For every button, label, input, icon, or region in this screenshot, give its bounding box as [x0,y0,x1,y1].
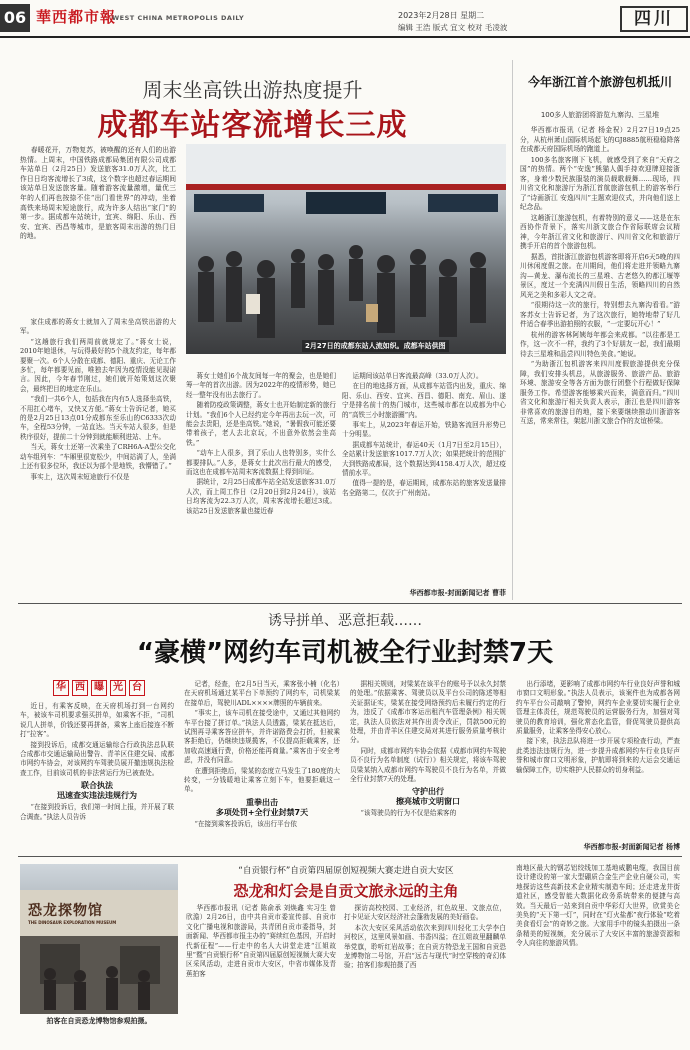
museum-sign-cn: 恐龙探物馆 [28,903,103,919]
story3-col2-tail: “在接到乘客投诉后，该出行平台依 [194,819,297,828]
column-tag-char: 台 [129,680,145,696]
story1-col2-p1: 蒋女士她们6个战友间每一年的聚会，也是她们筹一年的首次出游。因为2022年的疫情形势，她已经一整年没有出去旅行了。 [186,372,336,399]
story4-photo-dinosaur-museum [20,864,178,1014]
section-name: 四川 [620,6,688,32]
story4-column-2 [344,904,506,1034]
column-tag-char: 光 [110,680,126,696]
story2-p6: 杭州的游客林阿姨每年都会来成都。“以往都是工作，这一次不一样，我约了3个好朋友一起，我们最期待去三星堆和品尝四川特色美食。”她说。 [520,330,680,358]
story1-column-1 [20,318,176,596]
story1-column-2 [186,372,336,596]
story2-headline: 今年浙江首个旅游包机抵川 [527,75,672,89]
story2-p5: “很期待这一次的旅行，特别想去九寨沟看看。”游客苏女士告诉记者，为了这次旅行，她特地带了好几件适合春季出游拍照的衣服，“一定要玩开心！” [520,301,680,328]
story1-col2-p3: “动车上人很多，到了乐山人也特别多，实什么都要排队。”人多，是蒋女士此次出行最大的感受，而这也在成都车站周末客流数据上得到印证。 [186,449,336,477]
divider-vertical-top [512,60,513,600]
date-line: 2023年2月28日 星期二 [398,11,485,20]
story1-intro [20,146,176,306]
story1-col3-p4: 据成都车站统计，春运40天（1月7日至2月15日），全站累计发送旅客1017.7万人次；如果把统计的范围扩大到铁路成都局，这个数据达到4158.4万人次，超过疫情前水平。 [342,440,506,478]
column-tag-char: 曝 [91,680,107,696]
story3-column-4 [516,680,680,838]
story3-subhead-2: 重拳出击 多项处罚+全行业封禁7天 [215,797,309,817]
story4-col3-p1: 南地区最大的钢芯铝绞线加工基地威鹏电缆，我国目前设计建设的第一家大型硼质合金生产企业自硬公司，实地探访这些高新技术企业精实制造车间；还走进龙井街道社区，感受智能大数据化政务系统带来的便捷与高效。当天最后一站来到自贡中华彩灯大世界，欣赏美仑美奂的“天下第一灯”，同时在“灯火盐都”夜行体验“吃着美食看灯会”的奇妙之旅。大家用手中的镜头拍摄出一条条精美的短视频，充分展示了大安区丰富的旅游资源和令人向往的旅游风情。 [516,864,680,948]
story1-col2-p2: 随着防疫政策调整，蒋女士也开始制定新的旅行计划。“我们6个人已经约定今年再出去玩一次，可能会去贵阳，还是坐高铁。”她说，“暑假我可能还要带着孩子，老人去北京玩，不出意外依然会坐高铁。” [186,401,336,447]
story1-col1-p3: “我们一共6个人，包括我在内有5人选择坐高铁，不用扛心堵车，又快又方便。”蒋女士告诉记者，她买的是2月25日13点01分成都东至乐山的C6333次动车，全程53分钟，一站直达。当天车站人很多，但是秩序很好，提前二十分钟到就能顺利进站、上车。 [20,395,176,441]
story4-col2-p1: 探访高校校园、工业经济，红色故里、文旅点位，打卡见证大安区经济社会蓬勃发展的美好画卷。 [344,904,506,922]
story3-column-3 [350,680,506,852]
story3-col1-tail: “在接到投诉后，我们第一时间上报，并开展了联合调查。”执法人员告诉 [20,803,174,821]
story1-col2-p4: 据统计，2月25日成都车站全站发送旅客31.0万人次，而上周工作日（2月20日到2月24日），该站日均客流为22.3万人次，周末客流增长超过3成。该站25日发送旅客量也接近春 [186,478,336,515]
story3-col1-lead2: 接到投诉后，成都交通运输综合行政执法总队联合成都市交通运输局出警告、青羊区住建交局、成都市网约车协会，对该网约车驾驶员展开撤违规执法检查工作，目前该司机的非法营运行为已被查处。 [20,740,174,777]
story3-column-1 [20,702,174,852]
story2-p2: 100多名旅客刚下飞机，就感受到了来自“天府之国”的热情。两个“安逸”熊猫人偶手持欢迎牌迎接浙客，身着少数民族服装的演员载歌载舞……现场，四川省文化和旅游厅为浙江首航旅游包机上的游客举行了“诗画浙江 安逸四川”主题欢迎仪式，并向他们送上纪念品。 [520,155,680,211]
story3-col2-p3: 在遭到拒绝后，梁某的态度立马发生了180度的大转变，一分钱暖地让乘客立刻下车，他要拒载这一单。 [184,766,340,794]
story4-column-3 [516,864,680,1034]
masthead-bar [0,0,690,38]
story3-kicker: 诱导拼单、恶意拒载…… [268,613,422,629]
story3-subhead-3: 守护出行 擦亮城市文明窗口 [396,787,460,807]
story1-col1-p1: 家住成都的蒋女士就加入了周末坐高铁出游的大军。 [20,318,176,336]
paper-english-name: WEST CHINA METROPOLIS DAILY [112,14,245,22]
story3-col1-lead: 近日，有乘客反映，在天府机场打到一台网约车，被该车司机要求强买拼单，如乘客不拒，“司机说几人拼单，价钱还要再拼备，乘客上座后接连不断打“拉客”。 [20,702,174,739]
story1-col1-p2: “这趟旅行我们两周前就规定了。”蒋女士说，2010年她退休，与玩得最好的5个战友约定，每年都要聚一次。6个人分散在成都、德阳、重庆、无论工作多忙，每年都要见面，唯独去年因为疫情没能见现诺言。因此，今年春节刚过，她们就开始策划这次聚会，最终把目的地定在乐山。 [20,337,176,393]
story4-col1-p1: 华西都市报讯（记者 陈俞承 刘焕鑫 实习生 曾欣澹）2月26日，由中共自贡市委宣传部、自贡市文化广播电视和旅游局，共青团自贡市委指导，封面新闻、华西都市报主办的“赛续红色基因，开启时代新征程”——行走中的名人大讲堂走进“江姐故里”暨“自贡银行杯”自贡第四届原创短视频大赛大安区采风活动，走进自贡市大安区，中省市媒体及青蕉拍客 [186,904,336,978]
divider-horizontal-1 [18,603,682,604]
museum-sign-en: THE DINOSAUR EXPLORATION MUSEUM [28,920,117,925]
editor-line: 编辑 王浩 版式 宜文 校对 毛凌波 [398,23,508,32]
story3-col3-tail: “该驾驶员的行为不仅是给乘客的 [360,809,457,818]
story1-col3-p3: 事实上，从2023年春运开始，铁路客流回升形势已十分明显。 [342,421,506,439]
paper-logo: 華西都市報 [36,8,117,26]
column-tag-char: 华 [53,680,69,696]
story1-col3-p1: 运期间该站单日客流最高峰（33.0万人次）。 [352,372,483,380]
story3-col3-p1: 据相关规则，对梁某在该平台的账号予以永久封禁的处理。”依据乘客、驾驶员以及平台公司的陈述等相关证据证实，梁某在接受网络预约后未履行约定的行为，违反了《成都市客运出租汽车管理条例》相关规定，执法人员依法对其作出责令改正，罚款500元的处理，并由青羊区住建交局对其进行服务质量考核计分。 [350,680,506,745]
story2-p3: 这趟浙江旅游包机，有着特别的意义——这是在东西协作背景下，落实川浙文旅合作省际联席会议精神，今年浙江省文化和旅游厅、四川省文化和旅游厅携手开启的首个旅游包机。 [520,213,680,250]
story1-kicker: 周末坐高铁出游热度提升 [142,78,363,102]
story2-subhead: 100多人旅游团将游览九寨沟、三星堆 [540,111,660,119]
story1-column-3 [342,372,506,586]
story1-byline: 华西都市报-封面新闻记者 曹菲 [409,589,506,597]
story4-col2-p2: 本次大安区采风活动依次来到四川轻化工大学李白河校区，这里风景如画、书香四溢；在江姐故里翻麟单举党旗，聆听红岩故事；在自贡方特恐龙王国和自贡恐龙博物馆二号馆，开启“远古与现代”时空穿梭的奇幻体验；拍客们参观拍摄了西 [344,923,506,970]
story2-p4: 据悉，首批浙江旅游包机游客即将开启6天5晚的四川休闲度假之旅。在川期间，他们将走进并领略九寨沟—黄龙、瀑布流长的三星堆、古老悠久的都江堰等景区，度过一个充满四川假日生活，领略四川的自然风光之美和多彩人文之奇。 [520,252,680,299]
story4-photo-caption: 拍客在自贡恐龙博物馆参观拍摄。 [46,1017,152,1025]
story1-col3-p2: 在目的地选择方面，从成都车站管内出发，重庆、绵阳、乐山、西安、宜宾、西昌、德阳、南充、眉山、遂宁是排名前十的热门城市，这些城市都在以成都为中心的“高铁三小时旅游圈”内。 [342,382,506,419]
story1-headline: 成都车站客流增长三成 [97,108,408,143]
story3-col4-p1: 出行添堵，更影响了成都市网约车行业良好声誉和城市窗口文明形象。”执法人员表示，该案件也为成都各网约车平台公司敲响了警钟，网约车企业要切实履行企业管理主体责任，规范驾驶员的运营服务行为，加强对驾驶员的教育培训，强化常态化监管，督促驾驶员提供高质量服务，让乘客坐得安心放心。 [516,680,680,736]
story4-kicker: “自贡银行杯”自贡第四届原创短视频大赛走进自贡大安区 [238,866,454,876]
page-number: 06 [3,8,27,27]
column-tag-char: 西 [72,680,88,696]
story2-p1: 华西都市报讯（记者 杨金祝）2月27日19点25分，从杭州萧山国际机场起飞的GJ8885航班稳稳降落在成都天府国际机场的跑道上。 [520,126,680,153]
story3-subhead-1: 联合执法 迅速查实违法违规行为 [57,781,137,801]
story2-body [520,126,680,596]
page-number-box [0,4,30,32]
divider-horizontal-2 [18,856,682,857]
story3-byline: 华西都市报-封面新闻记者 杨博 [583,843,680,851]
column-tag-huaxi-exposure [24,680,174,696]
story4-column-1 [186,904,336,1034]
story3-col3-p2: 同时，成都市网约车协会依据《成都市网约车驾驶员不良行为名单制度（试行）》相关规定，将该车驾驶员梁某纳入成都市网约车驾驶员不良行为名单，并做全行业封禁7天的处理。 [350,746,506,784]
story4-headline: 恐龙和灯会是自贡文旅永远的主角 [233,882,459,900]
story2-p7: “为助浙江包机游客来四川度假旅游提供充分保障，我们安排头机总，从旅游服务、旅游产品、旅游环境、旅游安全等各方面为旅行团整个行程做好保障服务工作。希望游客能够乘兴而来，满意而归。”四川省文化和旅游厅相关负责人表示，浙江也是四川游客非常喜欢的旅游目的地，接下来要继续推动川浙游客互送，常来常往，架起川浙文旅合作的友谊桥梁。 [520,360,680,425]
story3-column-2 [184,680,340,852]
story1-photo-station-crowd [186,144,506,354]
story1-col1-p4: 当天，蒋女士还第一次乘坐了CRH6A-A型公交化动车组列车：“车厢里很宽松少，中间站满了人，坐满上还有很多位环，我还以为部个是地铁，我懵错了。” [20,443,176,471]
story3-headline: “豪横”网约车司机被全行业封禁7天 [136,638,554,668]
story3-col2-p2: “事实上，该车司机在接受途中，又通过其他网约车平台接了拼订单。”执法人员透露，梁某在抵达后，试图再寻乘客答应拼车，并许诺路费会打折，但被乘客拒绝后，仍继续违规揽客，不仅提高拒载乘客，还加收高速通行费，价格还能再商量。”乘客由于安全考虑，并没有同意。 [184,709,340,765]
story1-photo-caption: 2月27日的成都东站人流如织。成都车站供图 [302,340,449,352]
story3-col2-p1: 记者，经查，在2月5日当天，乘客张小楠（化名）在天府机场通过某平台下单预约了网约车，司机梁某在接单后，驾驶川ADL××××牌照的车辆前来。 [184,680,340,707]
story3-col4-p2: 接下来，执法总队将进一步开展专项检查行动，严查此类违法违规行为，进一步提升成都网约车行业良好声誉和城市窗口文明形象，护航即将到来的大运会交通运输保障工作，切实维护人民群众的切身利益。 [516,737,680,774]
station-hall-illustration [186,144,506,354]
museum-illustration [20,864,178,1014]
story1-col1-p5: 事实上，这次周末短途旅行不仅是 [30,472,130,481]
story1-intro-text: 春暖花开，万物复苏，被唤醒的还有人们的出游热情。上周末，中国铁路成都局集团有限公司成都车站单日（2月25日）发送旅客31.0万人次，比工作日日均客流增长了3成，这个数字也超过春运期间该站单日发送旅客量。随着游客流量激增，量优三年的人们再也按捺不住“出门看世界”的冲动，坐着高铁来场周末短途旅行，成为许多人结出“家门”的第一步。据成都车站统计，宜宾、绵阳、乐山、西安、宜宾、西昌等城市，是旅客周末出游的热门目的地。 [20,146,176,241]
story1-col3-p5: 值得一提的是，春运期间，成都东站的旅客发送量排名全路第二，仅次于广州南站。 [342,479,506,497]
